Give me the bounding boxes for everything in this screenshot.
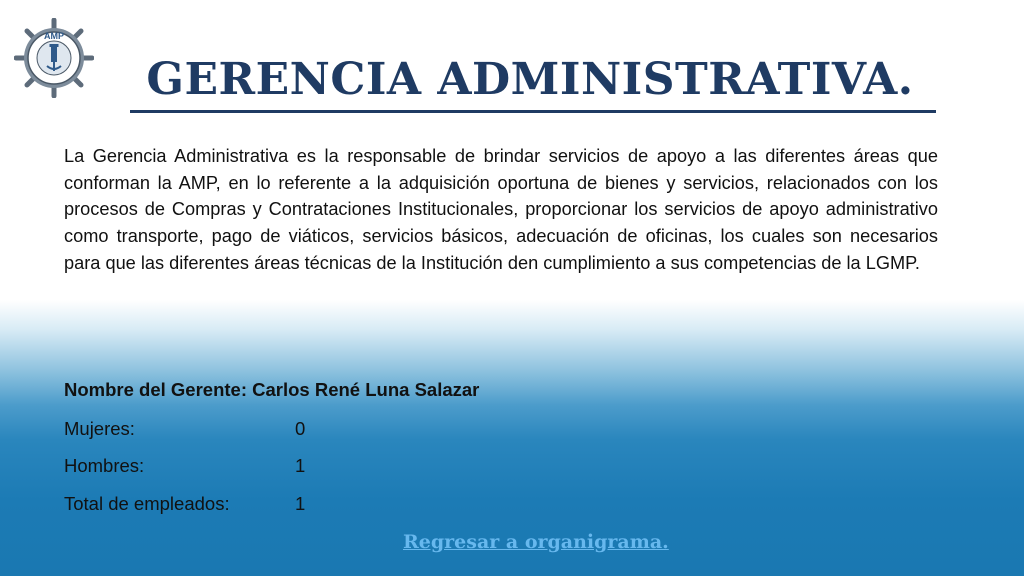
title-underline-divider bbox=[130, 110, 936, 113]
stat-row-hombres bbox=[64, 455, 305, 477]
manager-name: Carlos René Luna Salazar bbox=[252, 379, 480, 400]
manager-line bbox=[64, 379, 479, 401]
stat-label: Mujeres: bbox=[64, 418, 135, 439]
svg-text:AMP: AMP bbox=[44, 31, 64, 41]
manager-label: Nombre del Gerente: bbox=[64, 379, 247, 400]
stat-row-mujeres bbox=[64, 418, 305, 440]
stat-label: Total de empleados: bbox=[64, 493, 230, 514]
description-paragraph: La Gerencia Administrativa es la responsable de brindar servicios de apoyo a las diferentes áreas que conforman la AMP, en lo referente a la adquisición oportuna de bienes y servicios, relacionados con los procesos de Compras y Contrataciones Institucionales, proporcionar los servicios de apoyo administrativo como transporte, pago de viáticos, servicios básicos, adecuación de oficinas, los cuales son necesarios para que las diferentes áreas técnicas de la Institución den cumplimiento a sus competencias de la LGMP. bbox=[64, 146, 938, 273]
stat-value: 1 bbox=[295, 493, 306, 514]
stat-label: Hombres: bbox=[64, 455, 145, 476]
back-to-organigram-link[interactable]: Regresar a organigrama. bbox=[403, 531, 669, 553]
amp-logo bbox=[14, 18, 94, 98]
stat-row-total-empleados bbox=[64, 493, 305, 515]
ship-wheel-icon bbox=[14, 18, 94, 98]
stat-value: 0 bbox=[295, 418, 306, 439]
page-title: GERENCIA ADMINISTRATIVA. bbox=[146, 54, 914, 105]
stat-value: 1 bbox=[295, 455, 306, 476]
